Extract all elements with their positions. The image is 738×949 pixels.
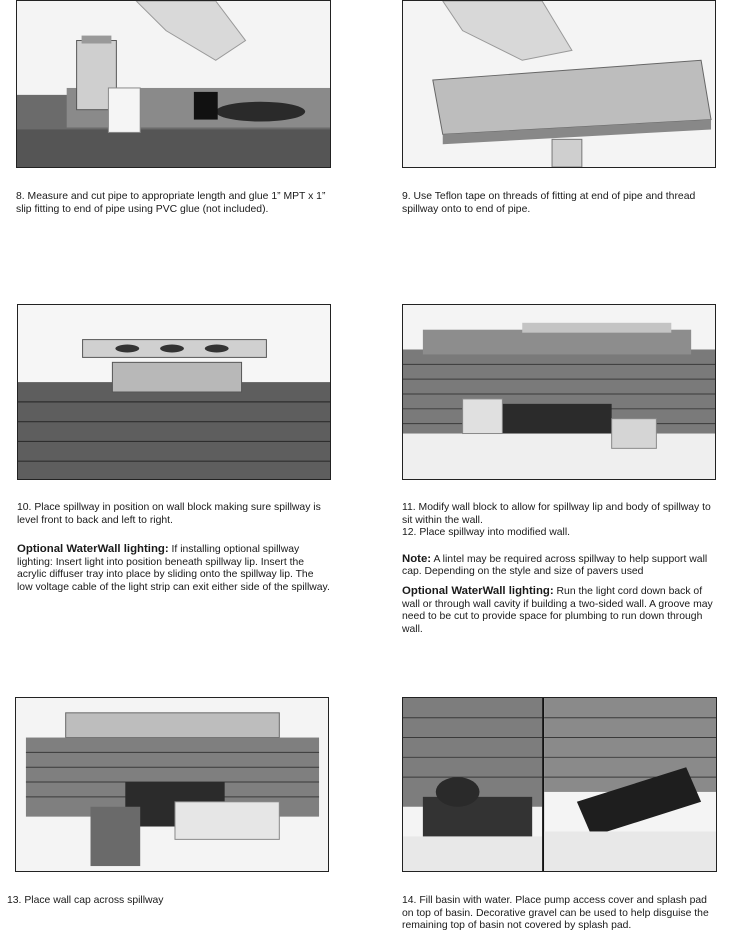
photo-step-13 <box>15 697 329 872</box>
photo-step-8 <box>16 0 331 168</box>
step-10-optional-text: If installing optional spillway lighting: Insert light into position beneath spillway lip. Insert the acrylic diffuser tray into place by sliding onto the spillway lip. The low voltage cable of the light strip can exit either side of the spillway. <box>17 544 330 593</box>
step-14-text: 14. Fill basin with water. Place pump access cover and splash pad on top of basin. Decorative gravel can be used to help disguise the remaining top of basin not covered by splash pad. <box>402 895 709 932</box>
photo-step-9 <box>402 0 716 168</box>
step-9-text: 9. Use Teflon tape on threads of fitting at end of pipe and thread spillway onto to end of pipe. <box>402 191 696 215</box>
step-12-text: 12. Place spillway into modified wall. <box>402 527 571 539</box>
photo-step-11 <box>402 304 716 480</box>
step-11-optional-label: Optional WaterWall lighting: <box>402 584 554 597</box>
step-11-text: 11. Modify wall block to allow for spillway lip and body of spillway to sit within the wall. <box>402 502 711 526</box>
step-13-text: 13. Place wall cap across spillway <box>7 895 164 906</box>
photo-step-14 <box>402 697 717 872</box>
step-8-text: 8. Measure and cut pipe to appropriate length and glue 1” MPT x 1” slip fitting to end of pipe using PVC glue (not included). <box>16 191 326 215</box>
note-text: A lintel may be required across spillway to help support wall cap. Depending on the style and size of pavers used <box>402 553 708 578</box>
photo-step-10 <box>17 304 331 480</box>
step-10-optional-label: Optional WaterWall lighting: <box>17 543 169 556</box>
note-label: Note: <box>402 552 432 565</box>
step-10-text: 10. Place spillway in position on wall block making sure spillway is level front to back and left to right. <box>17 502 321 526</box>
step-11-optional-text: Run the light cord down back of wall or through wall cavity if building a two-sided wall. A groove may need to be cut to provide space for plumbing to run down through wall. <box>402 585 713 635</box>
